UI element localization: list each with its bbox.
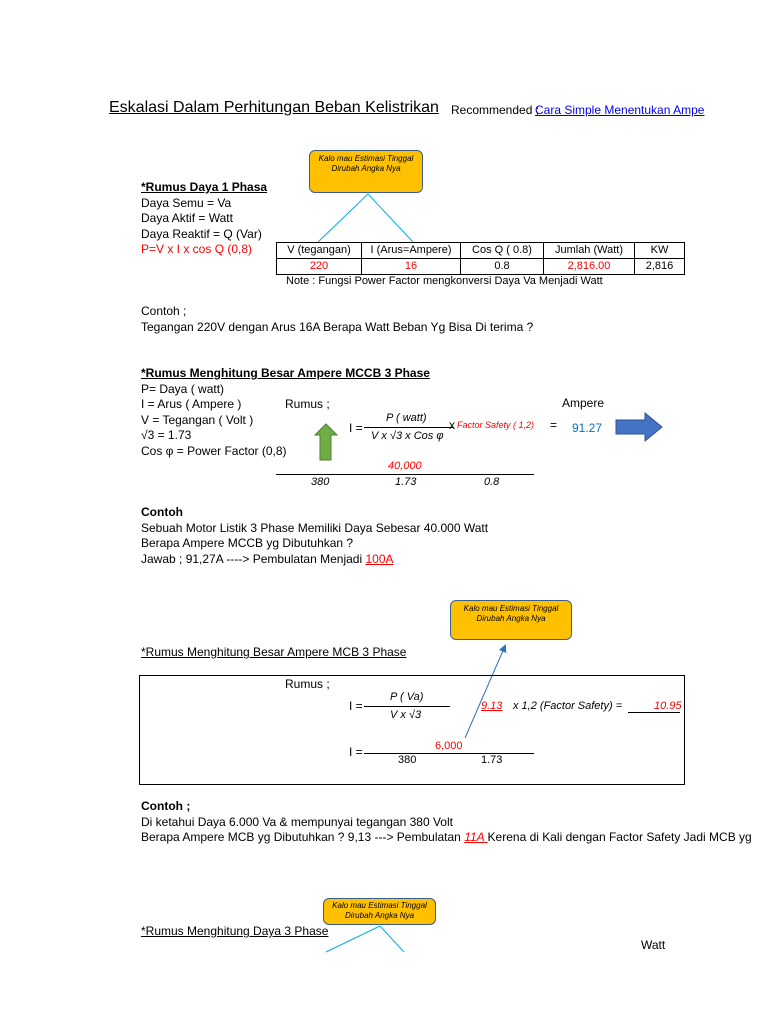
sec2-factor-safety: Factor Safety ( 1,2) <box>457 420 535 430</box>
sec3-denominator: V x √3 <box>390 709 422 721</box>
sec2-contoh-label: Contoh <box>141 505 183 519</box>
sec3-contoh-line: Di ketahui Daya 6.000 Va & mempunyai tegangan 380 Volt <box>141 815 453 829</box>
sec2-x-sign: x <box>449 418 455 432</box>
sec3-result-b: 10.95 <box>654 700 682 712</box>
recommended-label: Recommended ; <box>451 103 540 117</box>
sec1-line: Daya Semu = Va <box>141 196 232 210</box>
sec2-contoh-line: Berapa Ampere MCCB yg Dibutuhkan ? <box>141 536 354 550</box>
sec2-line: Cos φ = Power Factor (0,8) <box>141 444 287 458</box>
table-header: V (tegangan) <box>277 243 362 259</box>
callout-line-1: Kalo mau Estimasi Tinggal <box>332 901 427 910</box>
page-title: Eskalasi Dalam Perhitungan Beban Kelistrikan <box>109 99 439 116</box>
sec3-calc-bottom: 380 <box>398 754 417 766</box>
sec2-equals: = <box>550 418 558 432</box>
sec3-contoh-text: Berapa Ampere MCB yg Dibutuhkan ? 9,13 ---> Pembulatan <box>141 830 465 844</box>
table-header: I (Arus=Ampere) <box>362 243 461 259</box>
sec1-contoh-label: Contoh ; <box>141 304 187 318</box>
sec3-contoh-text: Kerena di Kali dengan Factor Safety <box>487 830 681 844</box>
sec3-result-a: 9.13 <box>481 700 503 712</box>
sec2-calc-bottom: 1.73 <box>395 476 417 488</box>
callout-line-1: Kalo mau Estimasi Tinggal <box>318 154 414 163</box>
sec2-denominator: V x √3 x Cos φ <box>371 430 444 442</box>
sec2-calc-top: 40,000 <box>388 460 422 472</box>
sec1-heading: *Rumus Daya 1 Phasa <box>141 180 268 194</box>
sec2-result: 91.27 <box>572 421 603 435</box>
table-cell: 2,816.00 <box>544 259 635 275</box>
sec3-factor-text: x 1,2 (Factor Safety) = <box>513 700 623 712</box>
sec3-contoh-value: 11A <box>464 830 488 844</box>
sec4-watt-label: Watt <box>641 938 666 952</box>
sec1-contoh-text: Tegangan 220V dengan Arus 16A Berapa Watt Beban Yg Bisa Di terima ? <box>141 320 534 334</box>
sec3-contoh-label: Contoh ; <box>141 799 191 813</box>
sec2-calc-bottom: 0.8 <box>484 476 500 488</box>
sec2-numerator: P ( watt) <box>386 412 427 424</box>
sec1-line: Daya Aktif = Watt <box>141 211 233 225</box>
sec3-rumus-label: Rumus ; <box>285 677 330 691</box>
sec1-line: Daya Reaktif = Q (Var) <box>141 227 262 241</box>
sec2-jawab-value: 100A <box>365 552 394 566</box>
sec2-line: I = Arus ( Ampere ) <box>141 397 242 411</box>
table-cell: 220 <box>277 259 362 275</box>
sec2-heading: *Rumus Menghitung Besar Ampere MCCB 3 Phase <box>141 366 430 380</box>
sec3-calc-i: I = <box>349 745 363 759</box>
sec3-heading: *Rumus Menghitung Besar Ampere MCB 3 Phase <box>141 645 407 659</box>
table-cell: 16 <box>362 259 461 275</box>
callout-line-2: Dirubah Angka Nya <box>344 911 415 920</box>
sec3-contoh-text: Jadi MCB yg <box>680 830 752 844</box>
sec2-i-eq: I = <box>349 421 363 435</box>
table-cell: 2,816 <box>635 259 685 275</box>
sec2-line: P= Daya ( watt) <box>141 382 225 396</box>
sec3-calc-bottom: 1.73 <box>481 754 503 766</box>
recommended-link[interactable]: Cara Simple Menentukan Ampe <box>535 103 705 117</box>
callout-line-2: Dirubah Angka Nya <box>476 614 546 623</box>
sec3-i-eq: I = <box>349 699 363 713</box>
sec1-note: Note : Fungsi Power Factor mengkonversi Daya Va Menjadi Watt <box>286 275 603 287</box>
sec1-formula: P=V x I x cos Q (0,8) <box>141 242 253 256</box>
sec2-contoh-line: Sebuah Motor Listik 3 Phase Memiliki Daya Sebesar 40.000 Watt <box>141 521 489 535</box>
sec2-line: √3 = 1.73 <box>141 428 192 442</box>
sec2-jawab-text: Jawab ; 91,27A ----> Pembulatan Menjadi <box>141 552 366 566</box>
sec2-ampere-label: Ampere <box>562 396 605 410</box>
sec2-rumus-label: Rumus ; <box>285 397 330 411</box>
sec3-calc-top: 6,000 <box>435 740 463 752</box>
sec4-heading: *Rumus Menghitung Daya 3 Phase <box>141 924 329 938</box>
callout-line-1: Kalo mau Estimasi Tinggal <box>463 604 559 613</box>
sec2-calc-bottom: 380 <box>311 476 330 488</box>
table-header: Cos Q ( 0.8) <box>461 243 544 259</box>
sec2-line: V = Tegangan ( Volt ) <box>141 413 254 427</box>
table-header: Jumlah (Watt) <box>544 243 635 259</box>
sec3-numerator: P ( Va) <box>390 691 424 703</box>
callout-line-2: Dirubah Angka Nya <box>331 164 401 173</box>
table-cell: 0.8 <box>461 259 544 275</box>
table-header: KW <box>635 243 685 259</box>
